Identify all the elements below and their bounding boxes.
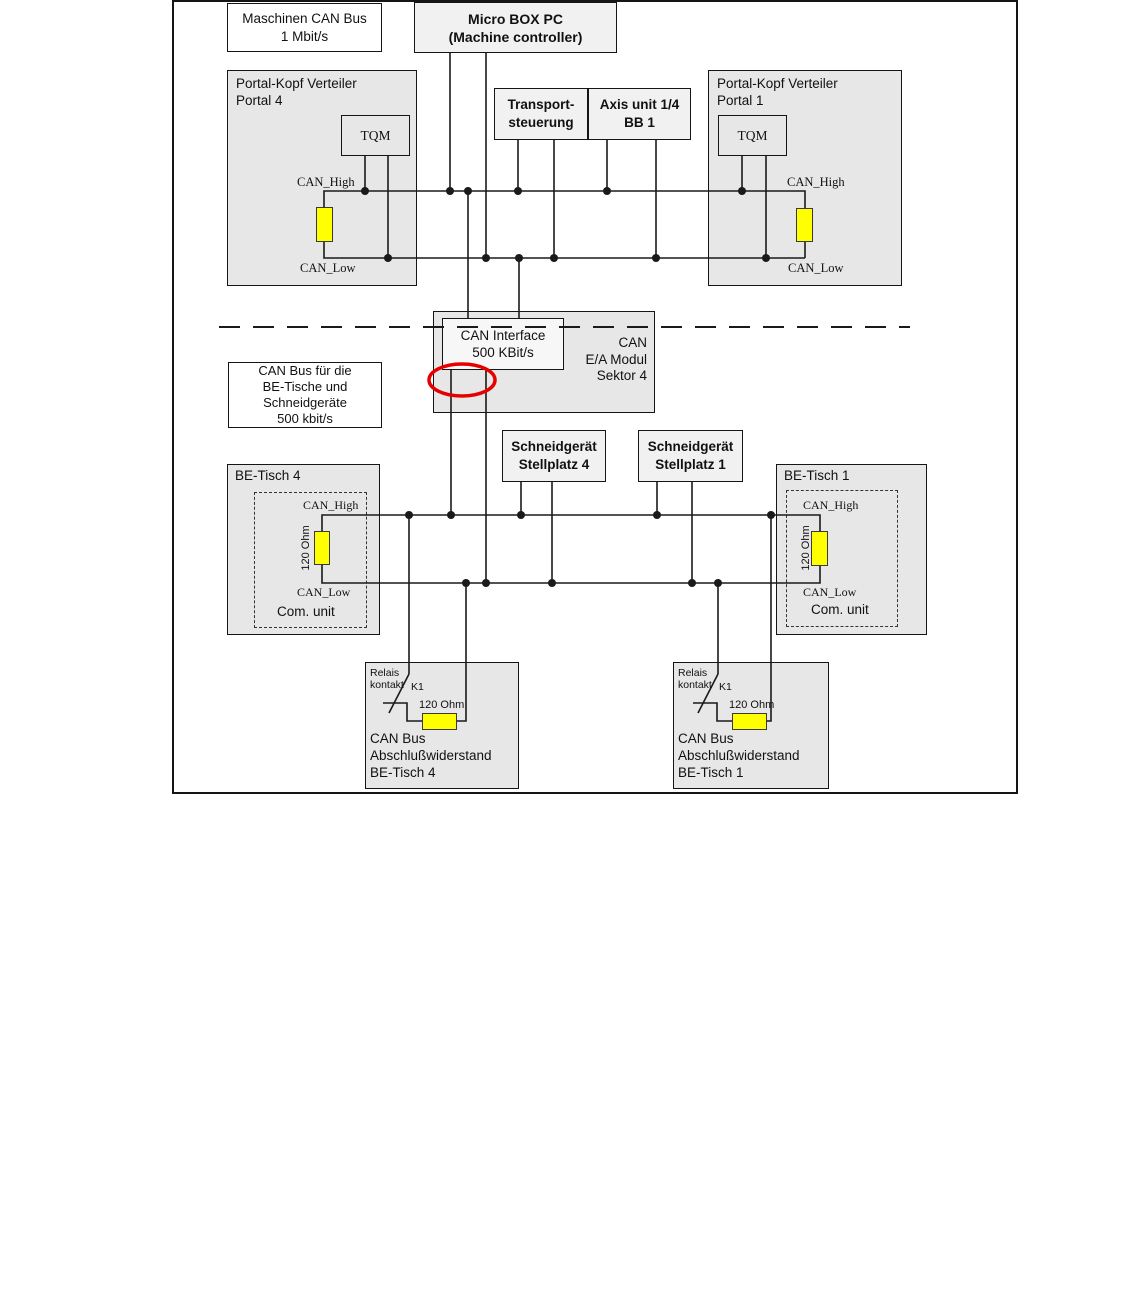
termination1-resistor-label: 120 Ohm: [729, 699, 775, 711]
axis-unit-line1: Axis unit 1/4: [599, 97, 680, 112]
portal1-tqm-label: TQM: [737, 127, 768, 143]
transportsteuerung-line2: steuerung: [508, 115, 574, 130]
machine-bus-note-line2: 1 Mbit/s: [280, 28, 329, 44]
ea-modul-line3: Sektor 4: [596, 368, 647, 383]
upper-can-high-bus: [324, 191, 805, 208]
lower-bus-note-line4: 500 kbit/s: [277, 411, 333, 426]
termination1-caption: [678, 730, 800, 781]
be-tisch1-resistor: [811, 531, 828, 566]
lower-bus-note-line1: CAN Bus für die: [258, 363, 352, 378]
termination4-caption-line1: CAN Bus: [370, 731, 426, 746]
be-tisch4-resistor: [314, 531, 330, 565]
highlight-ellipse: [429, 364, 495, 396]
portal4-can-low-label: CAN_Low: [300, 261, 356, 275]
be-tisch1-resistor-label: 120 Ohm: [800, 525, 812, 571]
termination1-caption-line1: CAN Bus: [678, 731, 734, 746]
micro-box-pc-line1: Micro BOX PC: [468, 10, 563, 27]
can-interface-line1: CAN Interface: [460, 328, 546, 343]
be-tisch1-com-unit-label: Com. unit: [811, 602, 869, 617]
machine-bus-note-line1: Maschinen CAN Bus: [242, 10, 367, 26]
upper-bus-lines: [324, 191, 805, 258]
upper-drop-wires: [365, 53, 766, 318]
termination4-caption-line3: BE-Tisch 4: [370, 765, 436, 780]
termination4-relais-line1: Relais: [370, 667, 400, 679]
lower-can-high-bus: [322, 515, 820, 531]
portal4-can-high-label: CAN_High: [297, 175, 355, 189]
be-tisch4-resistor-label: 120 Ohm: [300, 525, 312, 571]
ea-modul-line1: CAN: [618, 335, 647, 350]
be-tisch4-com-unit-label: Com. unit: [277, 604, 335, 619]
portal1-subtitle: Portal 1: [717, 93, 764, 108]
termination1-caption-line2: Abschlußwiderstand: [678, 748, 800, 763]
portal4-tqm-label: TQM: [360, 127, 391, 143]
upper-can-low-bus: [324, 242, 805, 258]
be-tisch4-can-low-label: CAN_Low: [297, 585, 351, 599]
portal4-title: Portal-Kopf Verteiler: [236, 76, 357, 91]
termination1-caption-line3: BE-Tisch 1: [678, 765, 744, 780]
lower-drop-wires: [409, 370, 775, 721]
schneidgeraet4-line2: Stellplatz 4: [518, 457, 590, 472]
termination4-relais-label: [370, 667, 404, 691]
be-tisch1-can-low-label: CAN_Low: [803, 585, 857, 599]
be-tisch1-title: BE-Tisch 1: [784, 468, 850, 483]
termination4-relais-line2: kontakt: [370, 679, 404, 691]
can-interface-line2: 500 KBit/s: [472, 345, 534, 360]
ea-modul-line2: E/A Modul: [585, 351, 647, 367]
lower-bus-note-line3: Schneidgeräte: [263, 395, 347, 410]
be-tisch4-title: BE-Tisch 4: [235, 468, 301, 483]
termination4-resistor-label: 120 Ohm: [419, 699, 465, 711]
transportsteuerung-line1: Transport-: [507, 97, 575, 112]
schneidgeraet1-line2: Stellplatz 1: [655, 457, 726, 472]
lower-can-low-bus: [322, 565, 820, 583]
junction-dots: [361, 187, 775, 587]
be-tisch1-can-high-label: CAN_High: [803, 498, 859, 512]
portal4-subtitle: Portal 4: [236, 93, 283, 108]
termination1-relais-line1: Relais: [678, 667, 708, 679]
schneidgeraet1-line1: Schneidgerät: [647, 439, 734, 454]
portal1-resistor: [796, 208, 813, 242]
be-tisch4-can-high-label: CAN_High: [303, 498, 359, 512]
termination4-k1-label: K1: [411, 681, 424, 693]
termination1-k1-label: K1: [719, 681, 732, 693]
micro-box-pc-line2: (Machine controller): [448, 28, 583, 45]
portal4-resistor: [316, 207, 333, 242]
axis-unit-line2: BB 1: [624, 115, 655, 130]
schneidgeraet4-line1: Schneidgerät: [511, 439, 597, 454]
lower-bus-lines: [322, 515, 820, 583]
termination1-relais-line2: kontakt: [678, 679, 712, 691]
termination4-caption-line2: Abschlußwiderstand: [370, 748, 492, 763]
termination1-resistor: [732, 713, 767, 730]
portal1-title: Portal-Kopf Verteiler: [717, 76, 838, 91]
termination4-caption: [370, 730, 492, 781]
termination4-resistor: [422, 713, 457, 730]
lower-bus-note-line2: BE-Tische und: [262, 379, 348, 394]
portal1-can-high-label: CAN_High: [787, 175, 845, 189]
termination1-relais-label: [678, 667, 712, 691]
portal1-can-low-label: CAN_Low: [788, 261, 844, 275]
